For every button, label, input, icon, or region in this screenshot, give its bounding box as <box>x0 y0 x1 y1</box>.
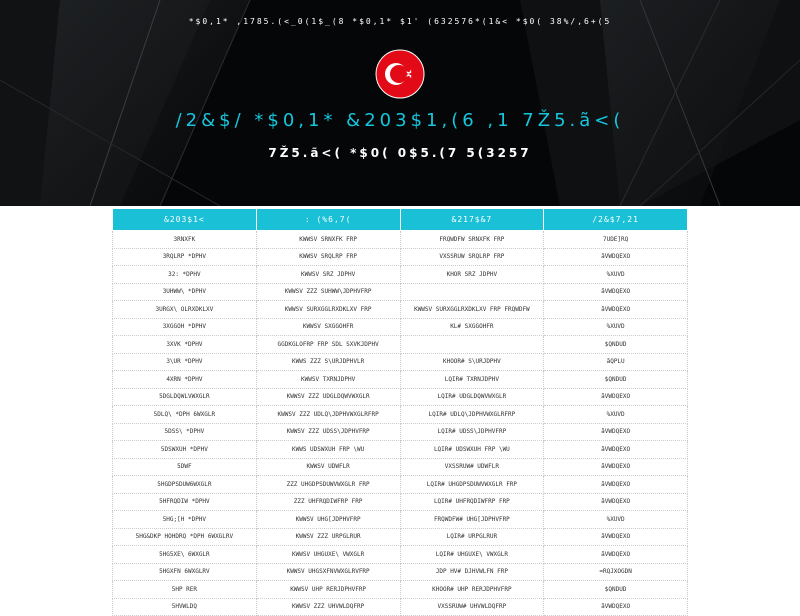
page-subtitle: 7Ž5.ã<( *$0( 0$5.(7 5(3257 <box>268 146 532 160</box>
website-cell[interactable]: KWWSV ZZZ UDGLDQWVWXGLR <box>256 388 400 406</box>
website-cell[interactable]: KWWSV ZZZ UDSS\JDPHVFRP <box>256 423 400 441</box>
contact-cell[interactable]: LQIR# UDSS\JDPHVFRP <box>400 423 544 441</box>
website-cell[interactable]: KWWSV SURXGGLRXDKLXV FRP <box>256 301 400 319</box>
table-row <box>113 493 688 511</box>
company-cell: 5DSS\ *DPHV <box>113 423 257 441</box>
contact-cell[interactable]: JDP HV# DJHVWLFN FRP <box>400 563 544 581</box>
table-row <box>113 248 688 266</box>
contact-cell[interactable]: KHOOR# UHP RERJDPHVFRP <box>400 581 544 599</box>
website-cell[interactable]: KWWSV SXGGOHFR <box>256 318 400 336</box>
contact-cell[interactable]: VXSSRUW SRQLRP FRP <box>400 248 544 266</box>
contact-cell[interactable]: LQIR# UDLQ\JDPHVWXGLRFRP <box>400 406 544 424</box>
website-cell[interactable]: GGDKGLOFRP FRP SDL SXVKJDPHV <box>256 336 400 354</box>
contact-cell <box>400 336 544 354</box>
top-heading: *$0,1* ,1785.(<_0(1$_(8 *$0,1* $1' (632576*(1&< *$0( 38%/,6+(5 <box>188 17 612 26</box>
website-cell[interactable]: KWWSV TXRNJDPHV <box>256 371 400 389</box>
company-cell: 3URGX\ OLRXDKLXV <box>113 301 257 319</box>
table-row <box>113 528 688 546</box>
company-cell: 3UHWW\ *DPHV <box>113 283 257 301</box>
website-cell[interactable]: KWWS ZZZ S\URJDPHVLR <box>256 353 400 371</box>
company-cell: 5HFRQDIW *DPHV <box>113 493 257 511</box>
table-body <box>113 231 688 616</box>
company-cell: 5DSWXUH *DPHV <box>113 441 257 459</box>
contact-cell[interactable]: FRQWDFW SRNXFK FRP <box>400 231 544 249</box>
location-cell: ãVWDQEXO <box>544 283 688 301</box>
column-header-company: &203$1< <box>113 209 257 231</box>
table-row <box>113 266 688 284</box>
website-cell[interactable]: KWWSV UDWFLR <box>256 458 400 476</box>
company-cell: 5DWF <box>113 458 257 476</box>
table-row <box>113 353 688 371</box>
location-cell: ãVWDQEXO <box>544 423 688 441</box>
company-cell: 5DLQ\ *DPH 6WXGLR <box>113 406 257 424</box>
company-cell: 3RNXFK <box>113 231 257 249</box>
contact-cell[interactable]: FRQWDFW# UHG[JDPHVFRP <box>400 511 544 529</box>
company-cell: 3\UR *DPHV <box>113 353 257 371</box>
table-header-row <box>113 209 688 231</box>
website-cell[interactable]: KWWSV SRNXFK FRP <box>256 231 400 249</box>
website-cell[interactable]: KWWSV UHP RERJDPHVFRP <box>256 581 400 599</box>
table-row <box>113 476 688 494</box>
company-cell: 5HVWLDQ <box>113 598 257 616</box>
contact-cell[interactable]: KL# SXGGOHFR <box>400 318 544 336</box>
contact-cell[interactable]: LQIR# UDSWXUH FRP \WU <box>400 441 544 459</box>
company-cell: 5HGXFN 6WXGLRV <box>113 563 257 581</box>
contact-cell[interactable]: KHOOR# S\URJDPHV <box>400 353 544 371</box>
table-row <box>113 441 688 459</box>
company-cell: 5HG&DKP HOHDRQ *DPH 6WXGLRV <box>113 528 257 546</box>
company-cell: 5HP RER <box>113 581 257 599</box>
location-cell: ãVWDQEXO <box>544 388 688 406</box>
contact-cell[interactable]: LQIR# UHGDPSDUWVWXGLR FRP <box>400 476 544 494</box>
website-cell[interactable]: KWWSV UHG[JDPHVFRP <box>256 511 400 529</box>
location-cell: ãVWDQEXO <box>544 458 688 476</box>
website-cell[interactable]: KWWSV UHGUXE\ VWXGLR <box>256 546 400 564</box>
companies-table-container <box>112 208 688 616</box>
location-cell: ãVWDQEXO <box>544 598 688 616</box>
table-row <box>113 318 688 336</box>
table-row <box>113 283 688 301</box>
website-cell[interactable]: KWWSV SRZ JDPHV <box>256 266 400 284</box>
contact-cell[interactable]: KWWSV SURXGGLRXDKLXV FRP FRQWDFW <box>400 301 544 319</box>
location-cell: %XUVD <box>544 511 688 529</box>
companies-table <box>112 208 688 616</box>
location-cell: =RQJXOGDN <box>544 563 688 581</box>
contact-cell <box>400 283 544 301</box>
company-cell: 32: *DPHV <box>113 266 257 284</box>
company-cell: 3XGGOH *DPHV <box>113 318 257 336</box>
location-cell: ãVWDQEXO <box>544 528 688 546</box>
company-cell: 5DGLDQWLVWXGLR <box>113 388 257 406</box>
location-cell: ãVWDQEXO <box>544 248 688 266</box>
website-cell[interactable]: KWWSV ZZZ UHVWLDQFRP <box>256 598 400 616</box>
website-cell[interactable]: KWWSV ZZZ URPGLRUR <box>256 528 400 546</box>
contact-cell[interactable]: LQIR# URPGLRUR <box>400 528 544 546</box>
location-cell: %XUVD <box>544 266 688 284</box>
table-row <box>113 563 688 581</box>
turkey-flag-icon <box>375 49 425 99</box>
column-header-contact: &217$&7 <box>400 209 544 231</box>
website-cell[interactable]: KWWSV ZZZ UDLQ\JDPHVWXGLRFRP <box>256 406 400 424</box>
location-cell: ãVWDQEXO <box>544 546 688 564</box>
company-cell: 4XRN *DPHV <box>113 371 257 389</box>
location-cell: ãVWDQEXO <box>544 441 688 459</box>
table-row <box>113 546 688 564</box>
company-cell: 5HGDPSDUW6WXGLR <box>113 476 257 494</box>
location-cell: $QNDUD <box>544 581 688 599</box>
location-cell: ãVWDQEXO <box>544 476 688 494</box>
table-row <box>113 458 688 476</box>
page-title: /2&$/ *$0,1* &203$1,(6 ,1 7Ž5.ã<( <box>175 110 625 131</box>
table-row <box>113 406 688 424</box>
contact-cell[interactable]: LQIR# UHFRQDIWFRP FRP <box>400 493 544 511</box>
location-cell: $QNDUD <box>544 336 688 354</box>
table-row <box>113 371 688 389</box>
background-graphic <box>0 0 800 206</box>
location-cell: %XUVD <box>544 406 688 424</box>
contact-cell[interactable]: KHOR SRZ JDPHV <box>400 266 544 284</box>
location-cell: ãVWDQEXO <box>544 301 688 319</box>
location-cell: 7UDE]RQ <box>544 231 688 249</box>
website-cell[interactable]: KWWSV SRQLRP FRP <box>256 248 400 266</box>
website-cell[interactable]: ZZZ UHGDPSDUWVWXGLR FRP <box>256 476 400 494</box>
location-cell: $QNDUD <box>544 371 688 389</box>
table-row <box>113 598 688 616</box>
table-row <box>113 423 688 441</box>
company-cell: 3RQLRP *DPHV <box>113 248 257 266</box>
website-cell[interactable]: ZZZ UHFRQDIWFRP FRP <box>256 493 400 511</box>
table-row <box>113 388 688 406</box>
location-cell: %XUVD <box>544 318 688 336</box>
contact-cell[interactable]: LQIR# UHGUXE\ VWXGLR <box>400 546 544 564</box>
company-cell: 5HG5XE\ 6WXGLR <box>113 546 257 564</box>
location-cell: ãQPLU <box>544 353 688 371</box>
website-cell[interactable]: KWWSV ZZZ SUHWW\JDPHVFRP <box>256 283 400 301</box>
table-row <box>113 511 688 529</box>
table-row <box>113 231 688 249</box>
table-row <box>113 336 688 354</box>
contact-cell[interactable]: VXSSRUW# UHVWLDQFRP <box>400 598 544 616</box>
table-row <box>113 301 688 319</box>
column-header-location: /2&$7,21 <box>544 209 688 231</box>
contact-cell[interactable]: VXSSRUW# UDWFLR <box>400 458 544 476</box>
table-row <box>113 581 688 599</box>
contact-cell[interactable]: LQIR# UDGLDQWVWXGLR <box>400 388 544 406</box>
website-cell[interactable]: KWWS UDSWXUH FRP \WU <box>256 441 400 459</box>
website-cell[interactable]: KWWSV UHGSXFNVWXGLRVFRP <box>256 563 400 581</box>
company-cell: 5HG;[H *DPHV <box>113 511 257 529</box>
location-cell: ãVWDQEXO <box>544 493 688 511</box>
company-cell: 3XVK *DPHV <box>113 336 257 354</box>
hero-banner <box>0 0 800 206</box>
column-header-website: : (%6,7( <box>256 209 400 231</box>
contact-cell[interactable]: LQIR# TXRNJDPHV <box>400 371 544 389</box>
